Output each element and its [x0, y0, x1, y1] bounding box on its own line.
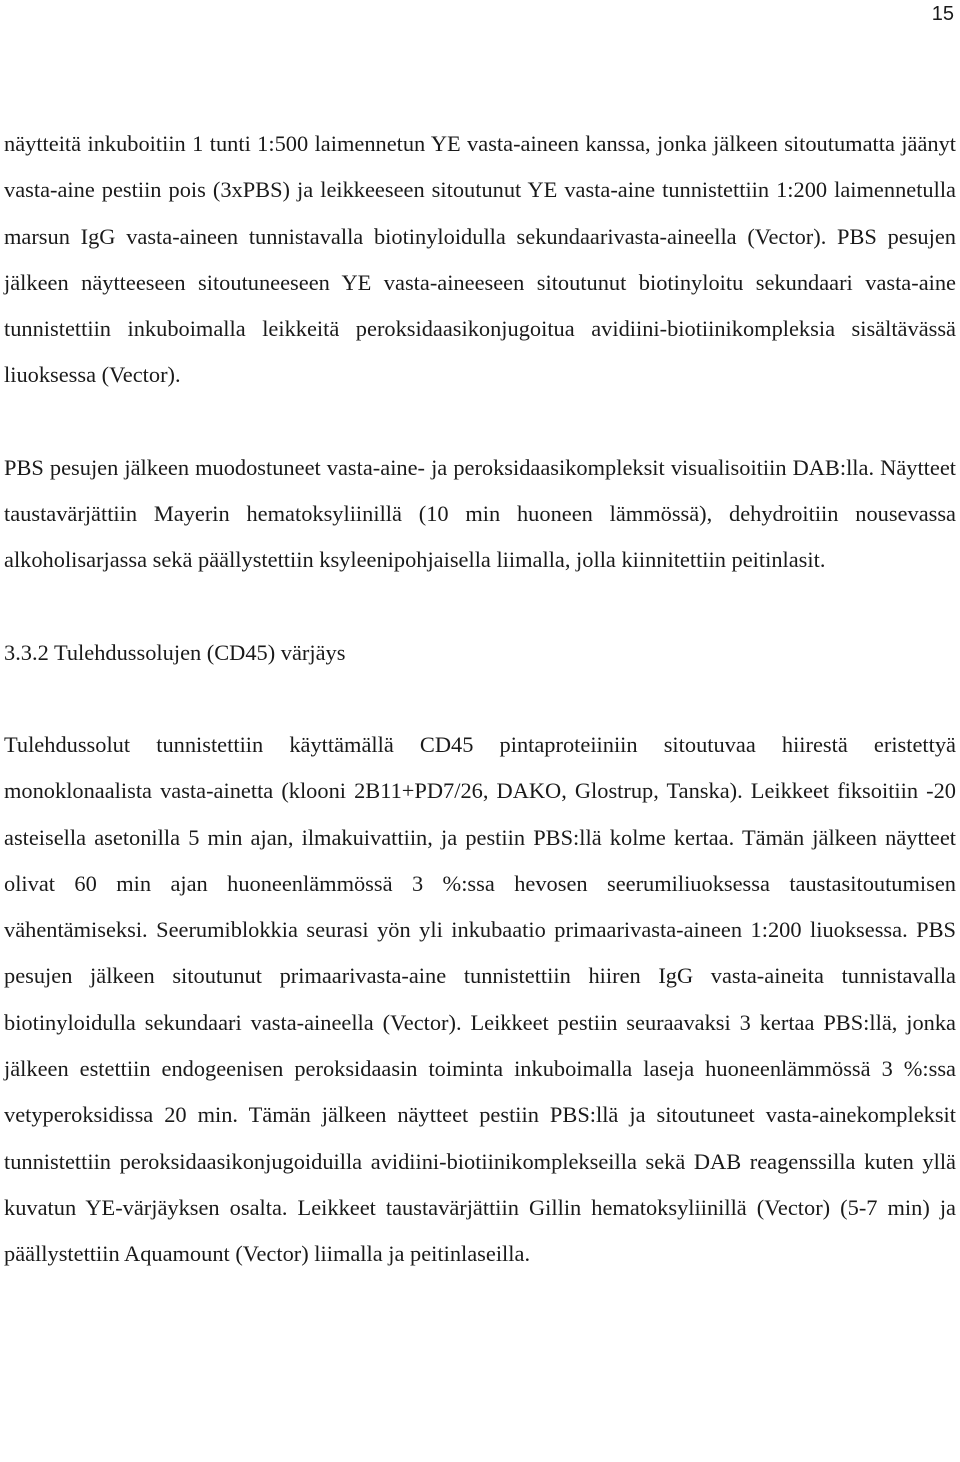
document-body	[4, 121, 956, 1278]
paragraph-cd45-method: Tulehdussolut tunnistettiin käyttämällä CD45 pintaproteiiniin sitoutuvaa hiirestä eristettyä monoklonaalista vasta-ainetta (klooni 2B11+PD7/26, DAKO, Glostrup, Tanska). Leikkeet fiksoitiin -20 asteisella asetonilla 5 min ajan, ilmakuivattiin, ja pestiin PBS:llä kolme kertaa. Tämän jälkeen näytteet olivat 60 min ajan huoneenlämmössä 3 %:ssa hevosen seerumiliuoksessa taustasitoutumisen vähentämiseksi. Seerumiblokkia seurasi yön yli inkubaatio primaarivasta-aineen 1:200 liuoksessa. PBS pesujen jälkeen sitoutunut primaarivasta-aine tunnistettiin hiiren IgG vasta-aineita tunnistavalla biotinyloidulla sekundaari vasta-aineella (Vector). Leikkeet pestiin seuraavaksi 3 kertaa PBS:llä, jonka jälkeen estettiin endogeenisen peroksidaasin toiminta inkuboimalla laseja huoneenlämmössä 3 %:ssa vetyperoksidissa 20 min. Tämän jälkeen näytteet pestiin PBS:llä ja sitoutuneet vasta-ainekompleksit tunnistettiin peroksidaasikonjugoiduilla avidiini-biotiinikomplekseilla sekä DAB reagenssilla kuten yllä kuvatun YE-värjäyksen osalta. Leikkeet taustavärjättiin Gillin hematoksyliinillä (Vector) (5-7 min) ja päällystettiin Aquamount (Vector) liimalla ja peitinlaseilla.	[4, 731, 956, 1267]
paragraph-staining-continued: näytteitä inkuboitiin 1 tunti 1:500 laimennetun YE vasta-aineen kanssa, jonka jälkeen sitoutumatta jäänyt vasta-aine pestiin pois (3xPBS) ja leikkeeseen sitoutunut YE vasta-aine tunnistettiin 1:200 laimennetulla marsun IgG vasta-aineen tunnistavalla biotinyloidulla sekundaarivasta-aineella (Vector). PBS pesujen jälkeen näytteeseen sitoutuneeseen YE vasta-aineeseen sitoutunut biotinyloitu sekundaari vasta-aine tunnistettiin inkuboimalla leikkeitä peroksidaasikonjugoitua avidiini-biotiinikompleksia sisältävässä liuoksessa (Vector).	[4, 131, 956, 388]
page-number: 15	[931, 3, 954, 25]
paragraph-visualisation: PBS pesujen jälkeen muodostuneet vasta-aine- ja peroksidaasikompleksit visualisoitiin DAB:lla. Näytteet taustavärjättiin Mayerin hematoksyliinillä (10 min huoneen lämmössä), dehydroitiin nousevassa alkoholisarjassa sekä päällystettiin ksyleenipohjaisella liimalla, jolla kiinnitettiin peitinlasit.	[4, 454, 956, 573]
section-heading-cd45: 3.3.2 Tulehdussolujen (CD45) värjäys	[4, 639, 346, 665]
